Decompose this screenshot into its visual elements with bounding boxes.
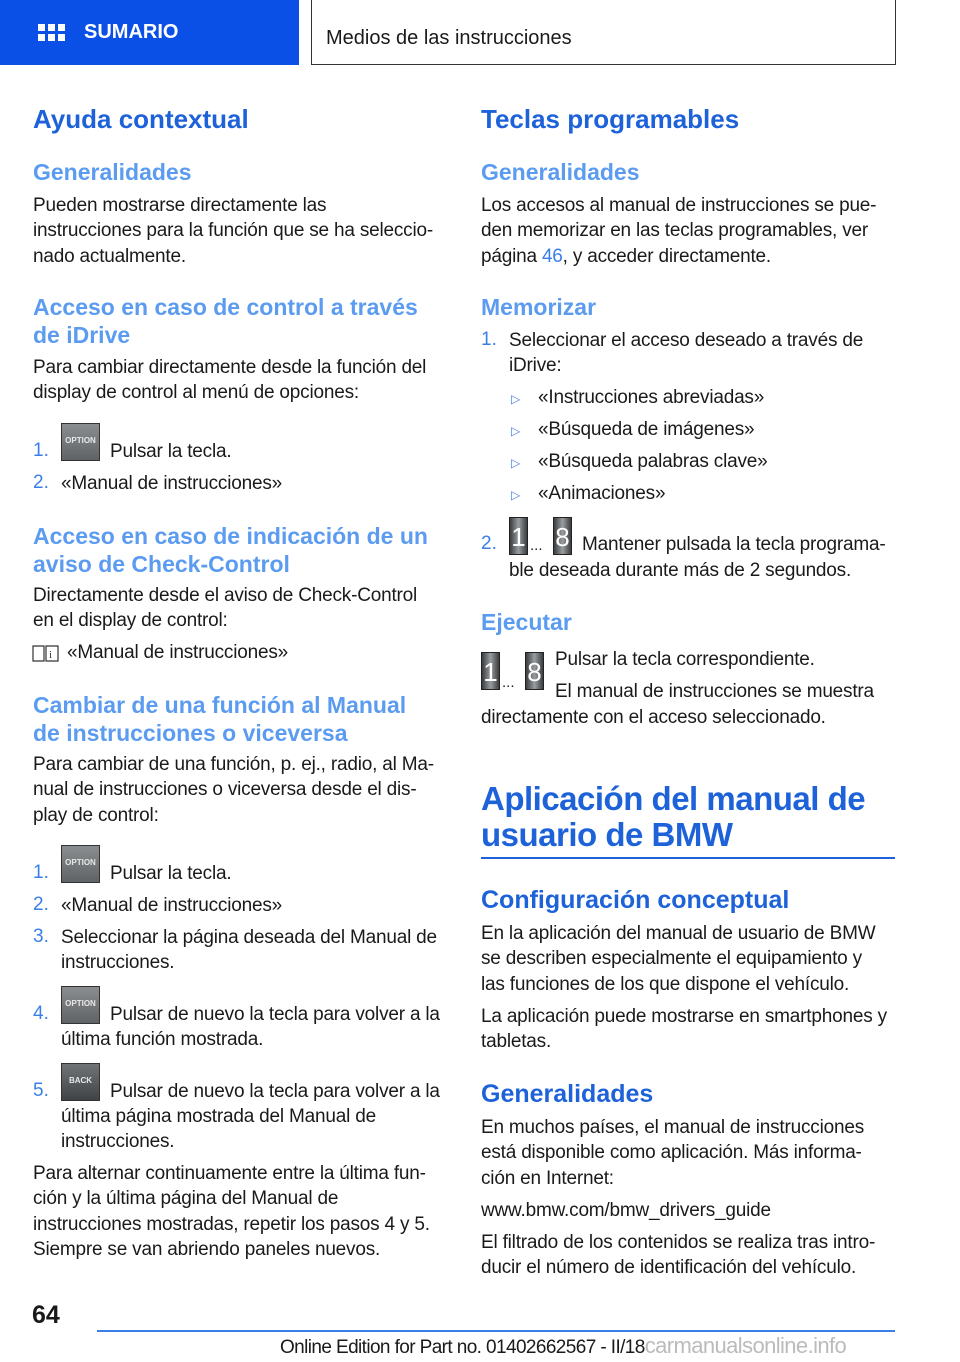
- toc-label: SUMARIO: [84, 21, 179, 43]
- step-text: «Manual de instrucciones»: [61, 473, 283, 494]
- heading-configuracion: Configuración conceptual: [481, 886, 790, 914]
- option-key-icon: OPTION: [61, 986, 100, 1024]
- svg-text:i: i: [49, 649, 53, 661]
- heading-memorizar: Memorizar: [481, 294, 597, 320]
- paragraph: Directamente desde el aviso de Check-Control en el display de control:: [33, 585, 418, 632]
- paragraph: En muchos países, el manual de instrucciones está disponible como aplicación. Más informa- ción en Internet:: [481, 1117, 865, 1189]
- heading-check-control: Acceso en caso de indicación de un aviso de Check-Control: [33, 523, 428, 577]
- step-text: Pulsar la tecla.: [110, 863, 232, 884]
- ellipsis: ...: [530, 537, 543, 554]
- step-text: «Manual de instrucciones»: [61, 895, 283, 916]
- step-text: Seleccionar el acceso deseado a través de iDrive:: [509, 330, 864, 377]
- text: Los accesos al manual de instrucciones se pue- den memorizar en las teclas programables, ver página: [481, 195, 877, 267]
- footer-edition: [280, 1333, 846, 1359]
- url-text: www.bmw.com/bmw_drivers_guide: [481, 1200, 771, 1221]
- step-text: Pulsar de nuevo la tecla para volver a la: [110, 1081, 440, 1102]
- paragraph: directamente con el acceso seleccionado.: [481, 707, 826, 728]
- triangle-bullet-icon: ▷: [511, 424, 521, 438]
- step-text: Mantener pulsada la tecla programa-: [582, 534, 886, 555]
- bullet-item: «Animaciones»: [538, 483, 666, 504]
- step-text: última función mostrada.: [61, 1029, 264, 1050]
- section-title: Medios de las instrucciones: [311, 0, 896, 65]
- favorite-key-8-icon: 8: [553, 517, 572, 555]
- heading-teclas: Teclas programables: [481, 104, 740, 134]
- triangle-bullet-icon: ▷: [511, 488, 521, 502]
- favorite-key-1-icon: 1: [509, 517, 528, 555]
- paragraph: La aplicación puede mostrarse en smartphones y tabletas.: [481, 1006, 887, 1053]
- heading-generalidades: Generalidades: [481, 159, 640, 185]
- paragraph: El filtrado de los contenidos se realiza tras intro- ducir el número de identificación del vehículo.: [481, 1232, 876, 1279]
- paragraph: Pueden mostrarse directamente las instrucciones para la función que se ha seleccio- nado actualmente.: [33, 195, 433, 267]
- bullet-item: «Instrucciones abreviadas»: [538, 387, 765, 408]
- watermark: carmanualsonline.info: [644, 1333, 847, 1358]
- heading-idrive: Acceso en caso de control a través de iDrive: [33, 294, 418, 348]
- step-text: Seleccionar la página deseada del Manual de instrucciones.: [61, 927, 437, 974]
- triangle-bullet-icon: ▷: [511, 392, 521, 406]
- step-number: 2.: [33, 472, 49, 493]
- heading-rule: [481, 857, 895, 859]
- step-text: última página mostrada del Manual de instrucciones.: [61, 1106, 376, 1153]
- favorite-key-8-icon: 8: [525, 652, 544, 690]
- step-text: Pulsar de nuevo la tecla para volver a la: [110, 1004, 440, 1025]
- step-number: 1.: [481, 329, 497, 350]
- paragraph: El manual de instrucciones se muestra: [555, 681, 874, 702]
- step-number: 2.: [33, 894, 49, 915]
- step-number: 3.: [33, 926, 49, 947]
- paragraph: En la aplicación del manual de usuario de BMW se describen especialmente el equipamiento y las funciones de los que dispone el vehículo.: [481, 923, 876, 995]
- option-key-icon: OPTION: [61, 423, 100, 461]
- paragraph: Pulsar la tecla correspondiente.: [555, 649, 815, 670]
- step-number: 1.: [33, 862, 49, 883]
- back-key-icon: BACK: [61, 1063, 100, 1101]
- paragraph: [481, 193, 876, 269]
- edition-text: Online Edition for Part no. 01402662567 - II/18: [280, 1337, 645, 1358]
- paragraph: Para cambiar directamente desde la función del display de control al menú de opciones:: [33, 357, 427, 404]
- step-text: ble deseada durante más de 2 segundos.: [509, 560, 852, 581]
- option-key-icon: OPTION: [61, 845, 100, 883]
- step-number: 1.: [33, 440, 49, 461]
- text: , y acceder directamente.: [562, 245, 771, 267]
- toc-button[interactable]: [0, 0, 299, 65]
- heading-aplicacion: Aplicación del manual de usuario de BMW: [481, 780, 866, 853]
- bullet-item: «Búsqueda palabras clave»: [538, 451, 768, 472]
- page-link[interactable]: 46: [541, 245, 563, 267]
- triangle-bullet-icon: ▷: [511, 456, 521, 470]
- heading-cambiar: Cambiar de una función al Manual de instrucciones o viceversa: [33, 692, 407, 746]
- heading-generalidades: Generalidades: [33, 159, 192, 185]
- grid-icon: [38, 24, 65, 41]
- step-text: Pulsar la tecla.: [110, 441, 232, 462]
- menu-path: «Manual de instrucciones»: [67, 642, 289, 663]
- bullet-item: «Búsqueda de imágenes»: [538, 419, 755, 440]
- footer-rule: [97, 1330, 895, 1332]
- ellipsis: ...: [502, 674, 515, 691]
- paragraph: Para alternar continuamente entre la última fun- ción y la última página del Manual de instrucciones mostradas, repetir los pasos 4 y 5. Siempre se van abriendo paneles nuevos.: [33, 1163, 430, 1260]
- favorite-key-1-icon: 1: [481, 652, 500, 690]
- paragraph: Para cambiar de una función, p. ej., radio, al Ma- nual de instrucciones o viceversa desde el dis- play de control:: [33, 754, 434, 826]
- page-number: 64: [32, 1301, 60, 1329]
- heading-ejecutar: Ejecutar: [481, 609, 572, 635]
- heading-ayuda: Ayuda contextual: [33, 104, 249, 134]
- step-number: 5.: [33, 1080, 49, 1101]
- book-info-icon: [32, 644, 59, 663]
- step-number: 2.: [481, 533, 497, 554]
- step-number: 4.: [33, 1003, 49, 1024]
- heading-generalidades-2: Generalidades: [481, 1080, 654, 1108]
